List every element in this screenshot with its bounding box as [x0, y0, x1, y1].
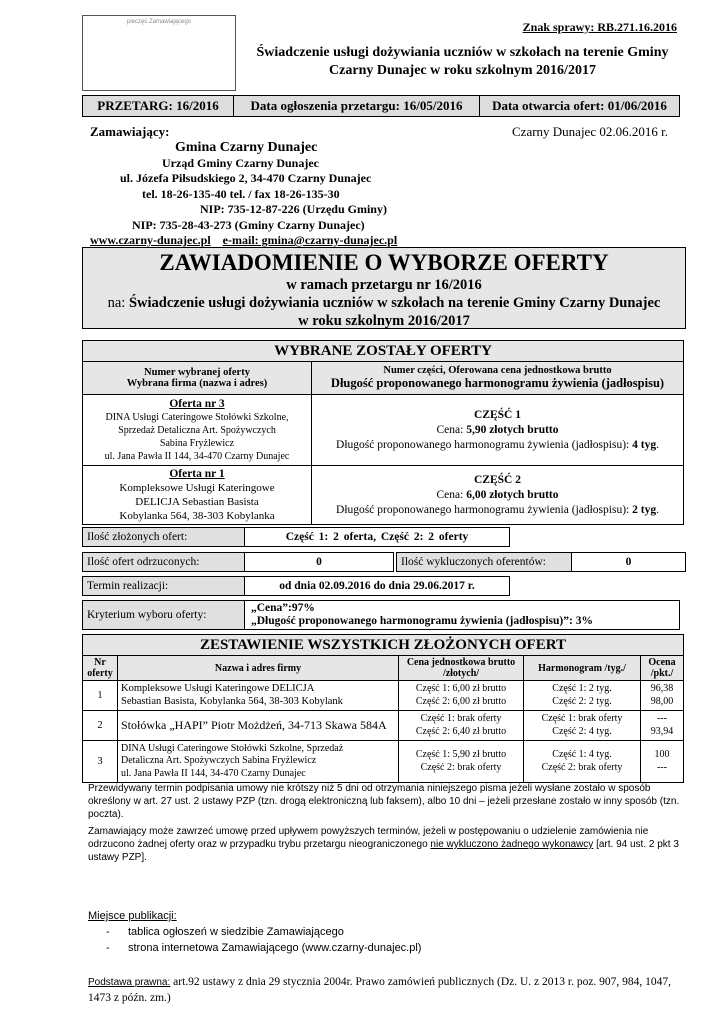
schedule-line: Część 1: brak oferty — [541, 713, 623, 724]
legal-basis — [88, 974, 678, 1006]
schedule-value: 2 tyg — [632, 503, 657, 516]
offer-number: Oferta nr 3 — [169, 397, 225, 410]
submitted-label: Ilość złożonych ofert: — [83, 528, 245, 546]
col1-header-a: Numer wybranej oferty — [144, 367, 250, 378]
criteria-values — [245, 602, 679, 628]
price-line — [313, 423, 682, 438]
offer-part-cell — [312, 395, 684, 466]
score-line: 96,38 — [650, 683, 674, 694]
tender-bar — [82, 95, 680, 117]
notice-title: ZAWIADOMIENIE O WYBORZE OFERTY — [159, 250, 609, 275]
row-nr: 1 — [83, 681, 118, 711]
notice-line2-prefix: na: — [107, 295, 129, 311]
publication-block — [88, 908, 421, 956]
company-line: ul. Jana Pawła II 144, 34-470 Czarny Dunajec — [104, 450, 290, 462]
price-line: Część 2: brak oferty — [420, 761, 502, 773]
tender-open-date: Data otwarcia ofert: 01/06/2016 — [492, 98, 667, 113]
score-line: 98,00 — [650, 695, 674, 707]
name-line: Detaliczna Art. Spożywczych Sabina Fryżlewicz — [121, 755, 317, 767]
stamp-box — [82, 15, 236, 91]
note-paragraph-2 — [88, 825, 683, 864]
rejected-value: 0 — [316, 556, 322, 568]
schedule-value: 4 tyg — [632, 438, 657, 451]
name-line: Sebastian Basista, Kobylanka 564, 38-303 Kobylank — [121, 695, 343, 707]
price-line: Część 1: 5,90 zł brutto — [415, 749, 507, 760]
zamawiajacy-phones: tel. 18-26-135-40 tel. / fax 18-26-135-30 — [142, 186, 340, 201]
schedule-end: . — [656, 503, 659, 516]
excluded-label: Ilość wykluczonych oferentów: — [397, 553, 572, 571]
offer-company-cell — [83, 466, 312, 525]
row-schedule — [524, 681, 641, 711]
website-link[interactable]: www.czarny-dunajec.pl — [90, 233, 211, 247]
schedule-line: Część 2: 4 tyg. — [552, 725, 612, 737]
criteria-price: „Cena”:97% — [251, 602, 315, 614]
zamawiajacy-office: Urząd Gminy Czarny Dunajec — [162, 155, 319, 170]
company-line: DINA Usługi Cateringowe Stołówki Szkolne, — [105, 411, 289, 423]
notice-line3: w roku szkolnym 2016/2017 — [298, 313, 470, 329]
offer-company-cell — [83, 395, 312, 466]
col2-header-a: Numer części, Oferowana cena jednostkowa brutto — [383, 365, 612, 376]
col-schedule-header: Harmonogram /tyg./ — [524, 656, 641, 681]
row-score — [641, 681, 684, 711]
publication-item-text: tablica ogłoszeń w siedzibie Zamawiającego — [128, 926, 344, 938]
excluded-value: 0 — [625, 556, 632, 568]
zamawiajacy-name: Gmina Czarny Dunajec — [175, 140, 318, 155]
name-line: ul. Jana Pawła II 144, 34-470 Czarny Dunajec — [121, 767, 306, 779]
schedule-label: Długość proponowanego harmonogramu żywienia (jadłospisu): — [336, 438, 633, 451]
schedule-line: Część 2: 2 tyg. — [552, 695, 612, 707]
col1-header-b: Wybrana firma (nazwa i adres) — [126, 378, 268, 389]
row-score — [641, 711, 684, 741]
price-value: 6,00 złotych brutto — [466, 488, 559, 501]
zamawiajacy-block — [90, 140, 420, 249]
rejected-label: Ilość ofert odrzuconych: — [83, 553, 245, 571]
legal-text: art.92 ustawy z dnia 29 stycznia 2004r. Prawo zamówień publicznych (Dz. U. z 2013 r. poz. 907, 984, 1047, 1473 z późn. zm.) — [88, 976, 672, 1004]
criteria-label: Kryterium wyboru oferty: — [83, 601, 245, 629]
selected-title: WYBRANE ZOSTAŁY OFERTY — [83, 341, 684, 362]
all-offers-title: ZESTAWIENIE WSZYSTKICH ZŁOŻONYCH OFERT — [83, 635, 684, 656]
term-label: Termin realizacji: — [83, 577, 245, 595]
zamawiajacy-address: ul. Józefa Piłsudskiego 2, 34-470 Czarny Dunajec — [120, 171, 372, 185]
selected-col1-header — [83, 362, 312, 395]
criteria-schedule: „Długość proponowanego harmonogramu żywienia (jadłospisu)”: 3% — [251, 615, 593, 627]
table-row — [83, 711, 684, 741]
schedule-end: . — [656, 438, 659, 451]
schedule-line — [313, 503, 682, 518]
row-price — [399, 681, 524, 711]
tender-number: PRZETARG: 16/2016 — [83, 96, 234, 116]
row-score — [641, 741, 684, 783]
term-value: od dnia 02.09.2016 do dnia 29.06.2017 r. — [279, 580, 475, 592]
place-date: Czarny Dunajec 02.06.2016 r. — [512, 124, 668, 139]
notes-block — [88, 782, 683, 864]
tender-announce-date: Data ogłoszenia przetargu: 16/05/2016 — [234, 96, 480, 116]
note-p2-underlined: nie wykluczono żadnego wykonawcy — [430, 839, 594, 850]
excluded-row — [396, 552, 686, 572]
stamp-label: pieczęć Zamawiającego — [126, 19, 192, 25]
selected-offer-row — [83, 395, 684, 466]
score-line: --- — [657, 761, 667, 773]
row-name — [118, 741, 399, 783]
row-schedule — [524, 711, 641, 741]
publication-item-text: strona internetowa Zamawiającego (www.czarny-dunajec.pl) — [128, 942, 422, 954]
price-label: Cena: — [436, 488, 467, 501]
name-line: DINA Usługi Cateringowe Stołówki Szkolne, Sprzedaż — [121, 742, 344, 754]
row-schedule — [524, 741, 641, 783]
legal-label: Podstawa prawna: — [88, 977, 171, 988]
schedule-line — [313, 438, 682, 453]
schedule-line: Część 1: 2 tyg. — [552, 683, 612, 694]
company-line: Sabina Fryżlewicz — [159, 437, 235, 449]
row-price — [399, 711, 524, 741]
schedule-line: Część 2: brak oferty — [541, 761, 623, 773]
price-line: Część 1: 6,00 zł brutto — [415, 683, 507, 694]
term-row — [82, 576, 510, 596]
part-label: CZĘŚĆ 2 — [474, 473, 521, 486]
company-line: DELICJA Sebastian Basista — [135, 496, 259, 508]
submitted-value: Część 1: 2 oferta, Część 2: 2 oferty — [285, 531, 469, 543]
price-value: 5,90 złotych brutto — [466, 423, 559, 436]
price-line: Część 2: 6,00 zł brutto — [415, 695, 507, 707]
table-row — [83, 681, 684, 711]
price-line: Część 2: 6,40 zł brutto — [415, 725, 507, 737]
header-title: Świadczenie usługi dożywiania uczniów w szkołach na terenie Gminy Czarny Dunajec w roku szkolnym 2016/2017 — [256, 45, 669, 78]
note-p2-b: [art. 94 ust. 2 pkt 3 ustawy PZP]. — [88, 839, 679, 863]
email-link[interactable]: e-mail: gmina@czarny-dunajec.pl — [222, 233, 398, 247]
notice-line2 — [83, 294, 685, 312]
col-score-header: Ocena /pkt./ — [641, 656, 684, 681]
name-line: Kompleksowe Usługi Kateringowe DELICJA — [121, 683, 315, 694]
row-name — [118, 681, 399, 711]
publication-item: - tablica ogłoszeń w siedzibie Zamawiającego — [106, 926, 344, 938]
zamawiajacy-label: Zamawiający: — [90, 124, 170, 139]
col2-header-b: Długość proponowanego harmonogramu żywienia (jadłospisu) — [330, 376, 665, 390]
row-nr: 2 — [83, 711, 118, 741]
score-line: 100 — [654, 749, 670, 760]
zamawiajacy-nip1: NIP: 735-12-87-226 (Urzędu Gminy) — [200, 202, 387, 216]
selected-col2-header — [312, 362, 684, 395]
notice-box — [82, 247, 686, 329]
name-line: Stołówka „HAPI” Piotr Możdżeń, 34-713 Skawa 584A — [121, 718, 387, 732]
company-line: Sprzedaż Detaliczna Art. Spożywczych — [118, 424, 276, 436]
case-sign: Znak sprawy: RB.271.16.2016 — [522, 20, 677, 34]
submitted-row — [82, 527, 510, 547]
offer-number: Oferta nr 1 — [169, 468, 225, 480]
schedule-label: Długość proponowanego harmonogramu żywienia (jadłospisu): — [336, 503, 633, 516]
col-name-header: Nazwa i adres firmy — [118, 656, 399, 681]
price-line — [313, 488, 682, 503]
publication-label: Miejsce publikacji: — [88, 910, 177, 922]
company-line: Kobylanka 564, 38-303 Kobylanka — [119, 510, 275, 522]
price-line: Część 1: brak oferty — [420, 713, 502, 724]
notice-line1: w ramach przetargu nr 16/2016 — [286, 277, 482, 293]
offer-part-cell — [312, 466, 684, 525]
zamawiajacy-nip2: NIP: 735-28-43-273 (Gminy Czarny Dunajec) — [132, 217, 365, 232]
score-line: --- — [657, 713, 667, 724]
score-line: 93,94 — [650, 725, 674, 737]
table-row — [83, 741, 684, 783]
part-label: CZĘŚĆ 1 — [474, 408, 521, 421]
publication-item: - strona internetowa Zamawiającego (www.czarny-dunajec.pl) — [106, 942, 422, 954]
selected-offers-table — [82, 340, 684, 525]
note-paragraph-1: Przewidywany termin podpisania umowy nie krótszy niż 5 dni od otrzymania niniejszego pisma jeżeli wysłane zostało w sposób określony w art. 27 ust. 2 ustawy PZP (tzn. drogą elektroniczną lub faksem), albo 10 dni – jeżeli przesłane zostało w inny sposób (tzn. poczta). — [88, 783, 680, 820]
col-price-header: Cena jednostkowa brutto /złotych/ — [399, 656, 524, 681]
price-label: Cena: — [436, 423, 467, 436]
company-line: Kompleksowe Usługi Kateringowe — [119, 482, 275, 494]
schedule-line: Część 1: 4 tyg. — [552, 749, 612, 760]
selected-offer-row — [83, 466, 684, 525]
row-nr: 3 — [83, 741, 118, 783]
col-nr-header: Nr oferty — [83, 656, 118, 681]
row-name — [118, 711, 399, 741]
rejected-row — [82, 552, 394, 572]
notice-line2-text: Świadczenie usługi dożywiania uczniów w szkołach na terenie Gminy Czarny Dunajec — [128, 295, 661, 311]
criteria-row — [82, 600, 680, 630]
all-offers-table — [82, 634, 684, 783]
row-price — [399, 741, 524, 783]
note-p2-a: Zamawiający może zawrzeć umowę przed upływem powyższych terminów, jeżeli w postępowaniu o udzielenie zamówienia nie odrzucono żadnej oferty oraz w przypadku trybu przetargu nieograniczonego — [88, 826, 649, 850]
